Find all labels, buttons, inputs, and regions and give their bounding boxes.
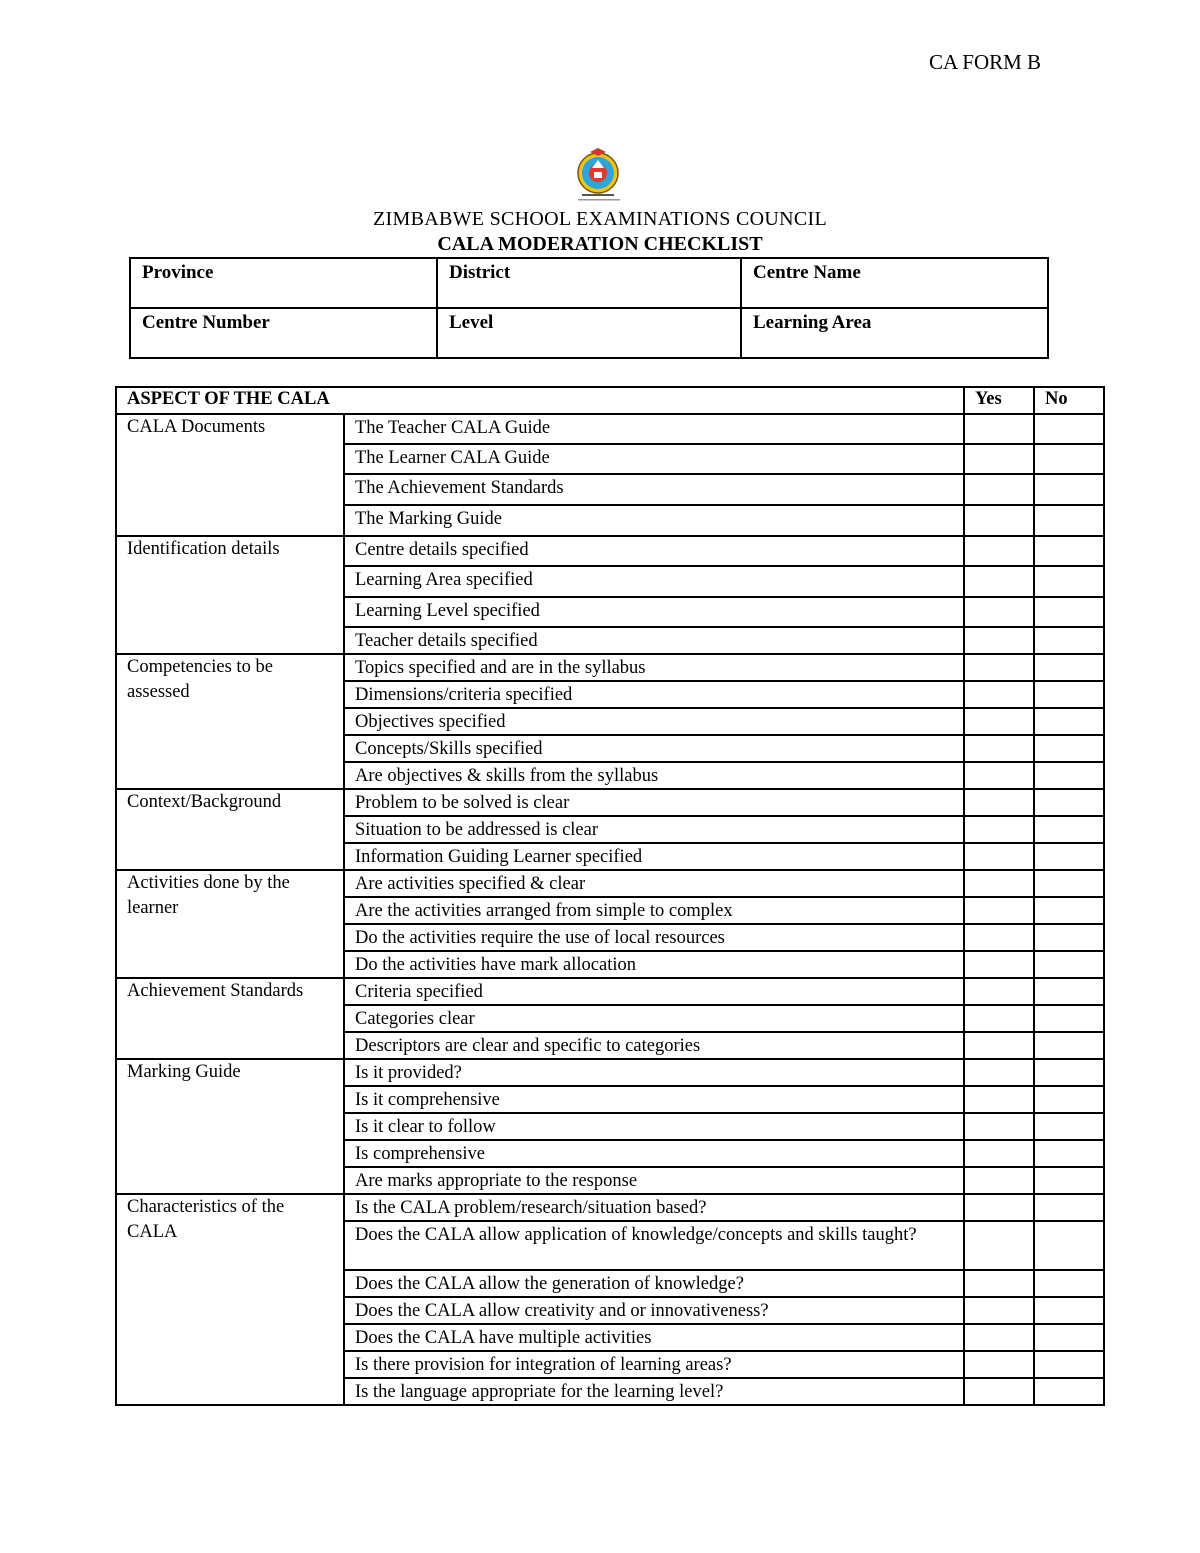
yes-checkbox-cell[interactable] (964, 978, 1034, 1005)
no-checkbox-cell[interactable] (1034, 1194, 1104, 1221)
criterion-text: Learning Level specified (344, 597, 964, 627)
criterion-text: Is it clear to follow (344, 1113, 964, 1140)
no-checkbox-cell[interactable] (1034, 1059, 1104, 1086)
no-checkbox-cell[interactable] (1034, 1086, 1104, 1113)
no-checkbox-cell[interactable] (1034, 1032, 1104, 1059)
criterion-text: Criteria specified (344, 978, 964, 1005)
no-checkbox-cell[interactable] (1034, 566, 1104, 597)
checklist-title: CALA MODERATION CHECKLIST (437, 233, 763, 255)
checklist-row (116, 789, 1104, 816)
criterion-text: Topics specified and are in the syllabus (344, 654, 964, 681)
no-checkbox-cell[interactable] (1034, 816, 1104, 843)
yes-checkbox-cell[interactable] (964, 1059, 1034, 1086)
criterion-text: Are marks appropriate to the response (344, 1167, 964, 1194)
criterion-text: Teacher details specified (344, 627, 964, 654)
centre-number-field[interactable]: Centre Number (130, 308, 437, 358)
no-checkbox-cell[interactable] (1034, 762, 1104, 789)
yes-checkbox-cell[interactable] (964, 1032, 1034, 1059)
yes-checkbox-cell[interactable] (964, 843, 1034, 870)
criterion-text: Categories clear (344, 1005, 964, 1032)
learning-area-field[interactable]: Learning Area (741, 308, 1048, 358)
yes-checkbox-cell[interactable] (964, 566, 1034, 597)
no-checkbox-cell[interactable] (1034, 474, 1104, 505)
yes-checkbox-cell[interactable] (964, 1270, 1034, 1297)
yes-checkbox-cell[interactable] (964, 1086, 1034, 1113)
criterion-text: Concepts/Skills specified (344, 735, 964, 762)
moderation-checklist-table (115, 386, 1105, 1406)
criterion-text: Is the language appropriate for the learning level? (344, 1378, 964, 1405)
section-name: Achievement Standards (116, 978, 344, 1059)
no-checkbox-cell[interactable] (1034, 1221, 1104, 1270)
yes-checkbox-cell[interactable] (964, 505, 1034, 536)
criterion-text: Is it provided? (344, 1059, 964, 1086)
yes-checkbox-cell[interactable] (964, 897, 1034, 924)
province-field[interactable]: Province (130, 258, 437, 308)
checklist-row (116, 870, 1104, 897)
yes-checkbox-cell[interactable] (964, 708, 1034, 735)
criterion-text: Does the CALA allow the generation of knowledge? (344, 1270, 964, 1297)
yes-checkbox-cell[interactable] (964, 1167, 1034, 1194)
criterion-text: Centre details specified (344, 536, 964, 566)
yes-header: Yes (964, 387, 1034, 414)
yes-checkbox-cell[interactable] (964, 474, 1034, 505)
yes-checkbox-cell[interactable] (964, 924, 1034, 951)
yes-checkbox-cell[interactable] (964, 681, 1034, 708)
yes-checkbox-cell[interactable] (964, 1194, 1034, 1221)
no-checkbox-cell[interactable] (1034, 1140, 1104, 1167)
criterion-text: Dimensions/criteria specified (344, 681, 964, 708)
section-name: Competencies to be assessed (116, 654, 344, 789)
criterion-text: Does the CALA have multiple activities (344, 1324, 964, 1351)
no-checkbox-cell[interactable] (1034, 536, 1104, 566)
aspect-header: ASPECT OF THE CALA (116, 387, 964, 414)
centre-name-field[interactable]: Centre Name (741, 258, 1048, 308)
zimsec-crest-icon (568, 146, 638, 206)
yes-checkbox-cell[interactable] (964, 1324, 1034, 1351)
no-checkbox-cell[interactable] (1034, 1270, 1104, 1297)
checklist-row (116, 1194, 1104, 1221)
checklist-row (116, 536, 1104, 566)
yes-checkbox-cell[interactable] (964, 1005, 1034, 1032)
criterion-text: Do the activities require the use of local resources (344, 924, 964, 951)
no-checkbox-cell[interactable] (1034, 789, 1104, 816)
no-checkbox-cell[interactable] (1034, 735, 1104, 762)
centre-details-table (129, 257, 1049, 359)
yes-checkbox-cell[interactable] (964, 536, 1034, 566)
no-checkbox-cell[interactable] (1034, 414, 1104, 444)
checklist-row (116, 414, 1104, 444)
form-code: CA FORM B (929, 50, 1042, 74)
criterion-text: Descriptors are clear and specific to categories (344, 1032, 964, 1059)
district-field[interactable]: District (437, 258, 741, 308)
section-name: Characteristics of the CALA (116, 1194, 344, 1405)
yes-checkbox-cell[interactable] (964, 1221, 1034, 1270)
criterion-text: Is comprehensive (344, 1140, 964, 1167)
yes-checkbox-cell[interactable] (964, 1113, 1034, 1140)
checklist-row (116, 654, 1104, 681)
no-checkbox-cell[interactable] (1034, 597, 1104, 627)
criterion-text: The Teacher CALA Guide (344, 414, 964, 444)
no-checkbox-cell[interactable] (1034, 1113, 1104, 1140)
no-checkbox-cell[interactable] (1034, 1005, 1104, 1032)
no-checkbox-cell[interactable] (1034, 1324, 1104, 1351)
criterion-text: Situation to be addressed is clear (344, 816, 964, 843)
no-checkbox-cell[interactable] (1034, 897, 1104, 924)
yes-checkbox-cell[interactable] (964, 870, 1034, 897)
criterion-text: The Achievement Standards (344, 474, 964, 505)
criterion-text: Are the activities arranged from simple to complex (344, 897, 964, 924)
yes-checkbox-cell[interactable] (964, 1378, 1034, 1405)
criterion-text: The Learner CALA Guide (344, 444, 964, 474)
yes-checkbox-cell[interactable] (964, 654, 1034, 681)
yes-checkbox-cell[interactable] (964, 414, 1034, 444)
criterion-text: Are activities specified & clear (344, 870, 964, 897)
yes-checkbox-cell[interactable] (964, 1351, 1034, 1378)
no-checkbox-cell[interactable] (1034, 505, 1104, 536)
no-checkbox-cell[interactable] (1034, 1378, 1104, 1405)
criterion-text: The Marking Guide (344, 505, 964, 536)
section-name: Marking Guide (116, 1059, 344, 1194)
yes-checkbox-cell[interactable] (964, 1297, 1034, 1324)
no-checkbox-cell[interactable] (1034, 1297, 1104, 1324)
criterion-text: Problem to be solved is clear (344, 789, 964, 816)
council-name: ZIMBABWE SCHOOL EXAMINATIONS COUNCIL (373, 208, 827, 230)
yes-checkbox-cell[interactable] (964, 816, 1034, 843)
no-checkbox-cell[interactable] (1034, 444, 1104, 474)
no-header: No (1034, 387, 1104, 414)
level-field[interactable]: Level (437, 308, 741, 358)
criterion-text: Do the activities have mark allocation (344, 951, 964, 978)
yes-checkbox-cell[interactable] (964, 789, 1034, 816)
no-checkbox-cell[interactable] (1034, 924, 1104, 951)
criterion-text: Learning Area specified (344, 566, 964, 597)
checklist-row (116, 1059, 1104, 1086)
yes-checkbox-cell[interactable] (964, 735, 1034, 762)
criterion-text: Objectives specified (344, 708, 964, 735)
no-checkbox-cell[interactable] (1034, 708, 1104, 735)
no-checkbox-cell[interactable] (1034, 1351, 1104, 1378)
no-checkbox-cell[interactable] (1034, 627, 1104, 654)
yes-checkbox-cell[interactable] (964, 951, 1034, 978)
criterion-text: Does the CALA allow creativity and or innovativeness? (344, 1297, 964, 1324)
yes-checkbox-cell[interactable] (964, 1140, 1034, 1167)
criterion-text: Is there provision for integration of learning areas? (344, 1351, 964, 1378)
section-name: Activities done by the learner (116, 870, 344, 978)
no-checkbox-cell[interactable] (1034, 870, 1104, 897)
criterion-text: Information Guiding Learner specified (344, 843, 964, 870)
yes-checkbox-cell[interactable] (964, 597, 1034, 627)
no-checkbox-cell[interactable] (1034, 843, 1104, 870)
no-checkbox-cell[interactable] (1034, 951, 1104, 978)
section-name: CALA Documents (116, 414, 344, 536)
no-checkbox-cell[interactable] (1034, 1167, 1104, 1194)
no-checkbox-cell[interactable] (1034, 978, 1104, 1005)
criterion-text: Does the CALA allow application of knowledge/concepts and skills taught? (344, 1221, 964, 1270)
no-checkbox-cell[interactable] (1034, 654, 1104, 681)
section-name: Context/Background (116, 789, 344, 870)
yes-checkbox-cell[interactable] (964, 444, 1034, 474)
criterion-text: Are objectives & skills from the syllabus (344, 762, 964, 789)
yes-checkbox-cell[interactable] (964, 762, 1034, 789)
checklist-row (116, 978, 1104, 1005)
section-name: Identification details (116, 536, 344, 654)
no-checkbox-cell[interactable] (1034, 681, 1104, 708)
yes-checkbox-cell[interactable] (964, 627, 1034, 654)
criterion-text: Is it comprehensive (344, 1086, 964, 1113)
criterion-text: Is the CALA problem/research/situation based? (344, 1194, 964, 1221)
